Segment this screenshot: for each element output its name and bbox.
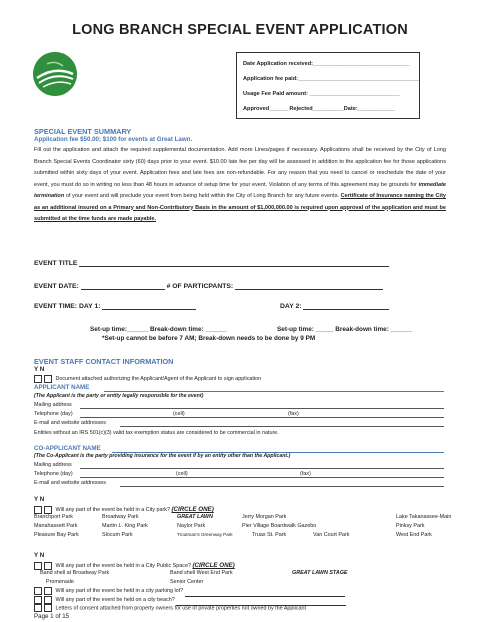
- public-option[interactable]: Band shell West End Park: [170, 570, 233, 576]
- page-title: LONG BRANCH SPECIAL EVENT APPLICATION: [72, 22, 408, 38]
- park-option[interactable]: Pier Village Boardwalk Gazebo: [242, 523, 317, 529]
- usage-fee-field[interactable]: Usage Fee Paid amount: _____________________________: [243, 91, 400, 97]
- event-time-label: EVENT TIME:: [34, 303, 78, 310]
- day1-label: DAY 1:: [78, 303, 101, 310]
- day2-label: DAY 2:: [280, 303, 302, 310]
- public-option[interactable]: Senior Center: [170, 579, 204, 585]
- consent-row: [34, 604, 454, 613]
- park-option[interactable]: GREAT LAWN: [177, 514, 213, 520]
- approval-field[interactable]: Approved______ Rejected__________Date:____________: [243, 106, 396, 112]
- public-option[interactable]: Band shell at Broadway Park: [40, 570, 110, 576]
- fee-line: Application fee $50.00; $100 for events at Great Lawn.: [34, 136, 193, 143]
- public-yn-header: Y N: [34, 552, 45, 559]
- public-question: Will any part of the event be held in a City Public Space?: [55, 563, 191, 569]
- participants-input[interactable]: [235, 289, 383, 290]
- co-applicant-name-label: CO-APPLICANT NAME: [34, 445, 101, 452]
- tax-note: Entities without an IRS 501(c)(3) valid tax exemption status are considered to be commercial in nature.: [34, 430, 279, 436]
- park-option[interactable]: Pleasure Bay Park: [34, 532, 79, 538]
- setup-day1[interactable]: Set-up time:______ Break-down time: ______: [90, 326, 227, 333]
- office-use-box: [236, 52, 420, 119]
- staff-heading: EVENT STAFF CONTACT INFORMATION: [34, 357, 174, 366]
- insurance-requirement: Certificate of Insurance naming the City as an additional insured on a Primary and Non-Contributory Basis in the amount of $1,000,000.00 is required upon approval of the application and must be submitted at the time funds are made payable.: [34, 193, 446, 222]
- summary-heading: SPECIAL EVENT SUMMARY: [34, 127, 132, 136]
- fax-label: (fax): [288, 411, 299, 417]
- park-yn-header: Y N: [34, 496, 45, 503]
- telephone-label: Telephone (day): [34, 411, 73, 417]
- consent-yes-checkbox[interactable]: [34, 604, 42, 612]
- park-option[interactable]: Branchport Park: [34, 514, 73, 520]
- summary-text-end: of your event and will preclude your event from being held within the City of Long Branch for any future events.: [65, 193, 340, 199]
- park-option[interactable]: Pinksy Park: [396, 523, 425, 529]
- parking-no-checkbox[interactable]: [44, 587, 52, 595]
- park-yes-checkbox[interactable]: [34, 506, 42, 514]
- beach-yes-checkbox[interactable]: [34, 596, 42, 604]
- beach-question: Will any part of the event be held on a city beach?: [55, 597, 175, 603]
- park-option[interactable]: Broadway Park: [102, 514, 139, 520]
- park-option[interactable]: Naylor Park: [177, 523, 206, 529]
- day2-input[interactable]: [303, 309, 389, 310]
- cell-label: (cell): [173, 411, 185, 417]
- park-option[interactable]: West End Park: [396, 532, 432, 538]
- public-yes-checkbox[interactable]: [34, 562, 42, 570]
- doc-no-checkbox[interactable]: [44, 375, 52, 383]
- doc-attached-label: Document attached authorizing the Applicant/Agent of the Applicant to sign application: [55, 376, 262, 382]
- park-option[interactable]: Troutman's Greenway Park: [177, 532, 233, 537]
- summary-paragraph: [34, 145, 446, 226]
- telephone-line[interactable]: [80, 417, 444, 418]
- city-seal-logo-icon: [33, 52, 77, 96]
- consent-label: Letters of consent attached from property owners for use of private properties not owned by the Applicant: [55, 605, 307, 612]
- setup-day2[interactable]: Set-up time: _____ Break-down time: ______: [277, 326, 412, 333]
- email-label: E-mail and website addresses: [34, 420, 106, 426]
- applicant-note: (The Applicant is the party or entity legally responsible for the event): [34, 393, 204, 399]
- park-option[interactable]: Truax St. Park: [252, 532, 287, 538]
- park-option[interactable]: Jerry Morgan Park: [242, 514, 287, 520]
- applicant-name-label: APPLICANT NAME: [34, 384, 90, 391]
- event-date-label: EVENT DATE:: [34, 283, 79, 290]
- park-option[interactable]: Martin L. King Park: [102, 523, 148, 529]
- co-mailing-label: Mailing address: [34, 462, 72, 468]
- park-option[interactable]: Slocum Park: [102, 532, 133, 538]
- park-options-grid: [34, 514, 454, 544]
- park-option[interactable]: Lake Takanassee-Main: [396, 514, 452, 520]
- event-title-row: [34, 260, 389, 267]
- event-title-label: EVENT TITLE: [34, 260, 78, 267]
- parking-yes-checkbox[interactable]: [34, 587, 42, 595]
- mailing-label: Mailing address: [34, 402, 72, 408]
- co-applicant-note: (The Co-Applicant is the party providing insurance for the event if by an entity other than the Applicant.): [34, 453, 291, 459]
- park-option[interactable]: Van Court Park: [313, 532, 350, 538]
- doc-yes-checkbox[interactable]: [34, 375, 42, 383]
- event-date-input[interactable]: [81, 289, 165, 290]
- co-cell-label: (cell): [176, 471, 188, 477]
- date-received-field[interactable]: Date Application received:_______________________________: [243, 61, 410, 67]
- public-no-checkbox[interactable]: [44, 562, 52, 570]
- setup-note: *Set-up cannot be before 7 AM; Break-down needs to be done by 9 PM: [102, 335, 316, 342]
- park-option[interactable]: Manahassett Park: [34, 523, 78, 529]
- applicant-name-line[interactable]: [104, 391, 444, 392]
- beach-no-checkbox[interactable]: [44, 596, 52, 604]
- consent-no-checkbox[interactable]: [44, 604, 52, 612]
- summary-emphasis: immediate termination: [34, 181, 446, 199]
- summary-text: Fill out the application and attach the required supplemental documentation. Add more Lines/pages if necessary. Applications shall be received by the City of Long Branch Special Events Coordinator sixty (60) days prior to your event. $10.00 late fee per day will be assessed in addition to the application fee for those applications submitted within sixty days of your event. Application fees and late fees are non-refundable. For any reason that you need to cancel or reschedule the date of your event, you must do so in writing no less than 48 hours in advance of setup time for your event. Violation of any terms of this agreement may be grounds for: [34, 147, 446, 188]
- co-telephone-label: Telephone (day): [34, 471, 73, 477]
- day2-row: [280, 303, 389, 310]
- email-line[interactable]: [120, 426, 444, 427]
- participants-label: # OF PARTICPANTS:: [166, 283, 234, 290]
- co-email-line[interactable]: [120, 486, 444, 487]
- event-title-input[interactable]: [79, 266, 389, 267]
- day1-input[interactable]: [102, 309, 196, 310]
- page-number: Page 1 of 15: [34, 613, 70, 620]
- event-date-row: [34, 283, 383, 290]
- parking-question: Will any part of the event be held in a city parking lot?: [55, 588, 184, 594]
- co-telephone-line[interactable]: [80, 477, 444, 478]
- event-time-row: [34, 303, 196, 310]
- yn-header: Y N: [34, 366, 45, 373]
- park-circle-one: (CIRCLE ONE): [171, 506, 214, 513]
- co-fax-label: (fax): [300, 471, 311, 477]
- park-question: Will any part of the event be held in a City park?: [55, 507, 170, 513]
- park-no-checkbox[interactable]: [44, 506, 52, 514]
- public-option[interactable]: Promenade: [46, 579, 74, 585]
- public-option[interactable]: GREAT LAWN STAGE: [292, 570, 348, 576]
- fee-paid-field[interactable]: Application fee paid:_______________________________________: [243, 76, 420, 82]
- co-email-label: E-mail and website addresses: [34, 480, 106, 486]
- public-circle-one: (CIRCLE ONE): [192, 562, 235, 569]
